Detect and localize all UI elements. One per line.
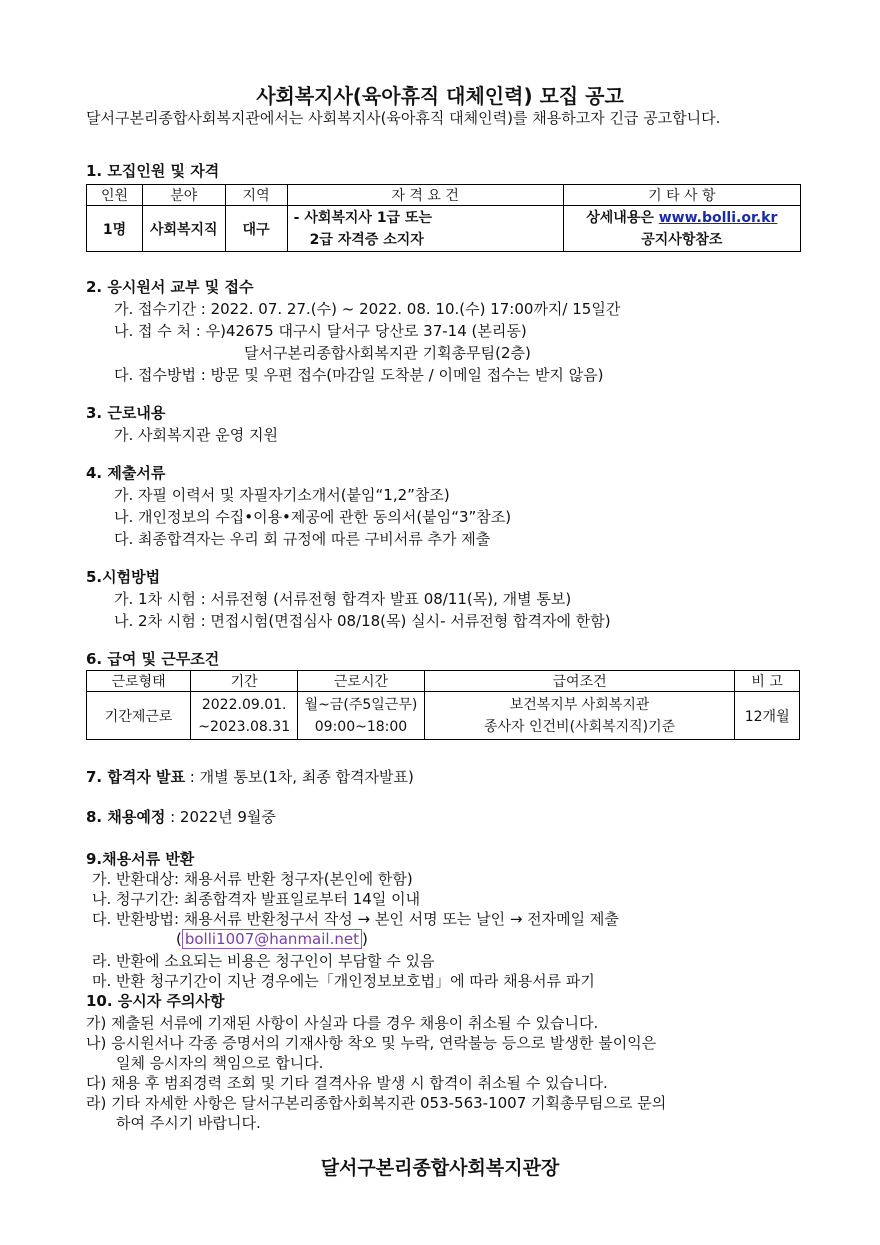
- section-2-line-4: 다. 접수방법 : 방문 및 우편 접수(마감일 도착분 / 이메일 접수는 받지 않음): [114, 366, 604, 384]
- email-close-paren: ): [361, 930, 368, 948]
- section-5-heading: 5.시험방법: [86, 568, 161, 586]
- section-10-line-4: 다) 채용 후 범죄경력 조회 및 기타 결격사유 발생 시 합격이 취소될 수 있습니다.: [86, 1074, 608, 1092]
- section-8: [86, 806, 276, 827]
- etc-line-2: 공지사항참조: [641, 231, 723, 248]
- period-cell: [191, 692, 298, 740]
- section-9-line-6: 마. 반환 청구기간이 지난 경우에는「개인정보보호법」에 따라 채용서류 파기: [92, 972, 595, 990]
- section-10-line-6: 하여 주시기 바랍니다.: [116, 1114, 261, 1132]
- website-link[interactable]: www.bolli.or.kr: [658, 209, 778, 226]
- pay-line-1: 보건복지부 사회복지관: [509, 696, 650, 713]
- section-2-line-3: 달서구본리종합사회복지관 기획총무팀(2층): [244, 344, 531, 362]
- section-4-line-1: 가. 자필 이력서 및 자필자기소개서(붙임“1,2”참조): [114, 486, 450, 504]
- section-5-line-1: 가. 1차 시험 : 서류전형 (서류전형 합격자 발표 08/11(목), 개별 통보): [114, 590, 572, 608]
- qualification-table: [86, 184, 801, 252]
- section-7: [86, 766, 414, 787]
- section-10-heading: 10. 응시자 주의사항: [86, 992, 225, 1010]
- section-10-line-1: 가) 제출된 서류에 기재된 사항이 사실과 다를 경우 채용이 취소될 수 있습니다.: [86, 1014, 599, 1032]
- section-5-line-2: 나. 2차 시험 : 면접시험(면접심사 08/18(목) 실시- 서류전형 합격자에 한함): [114, 612, 611, 630]
- col-header-field: 분야: [143, 185, 226, 206]
- hours-days: 월~금(주5일근무): [304, 696, 418, 713]
- signature-footer: 달서구본리종합사회복지관장: [320, 1157, 560, 1179]
- col-header-note: 비 고: [735, 671, 800, 692]
- section-8-text: : 2022년 9월중: [165, 808, 276, 826]
- section-8-label: 8. 채용예정: [86, 808, 166, 826]
- pay-line-2: 종사자 인건비(사회복지직)기준: [483, 718, 676, 735]
- col-header-pay: 급여조건: [424, 671, 735, 692]
- intro-text: 달서구본리종합사회복지관에서는 사회복지사(육아휴직 대체인력)를 채용하고자 긴급 공고합니다.: [86, 109, 721, 127]
- section-3-heading: 3. 근로내용: [86, 404, 166, 422]
- col-header-period: 기간: [191, 671, 298, 692]
- section-10-line-3: 일체 응시자의 책임으로 합니다.: [116, 1054, 324, 1072]
- section-10-line-2: 나) 응시원서나 각종 증명서의 기재사항 착오 및 누락, 연락불능 등으로 발생한 불이익은: [86, 1034, 657, 1052]
- period-start: 2022.09.01.: [201, 696, 287, 713]
- hours-time: 09:00~18:00: [314, 718, 408, 735]
- section-2-heading: 2. 응시원서 교부 및 접수: [86, 278, 254, 296]
- section-9-line-5: 라. 반환에 소요되는 비용은 청구인이 부담할 수 있음: [92, 952, 435, 970]
- requirement-line-2: 2급 자격증 소지자: [309, 231, 424, 248]
- section-7-text: : 개별 통보(1차, 최종 합격자발표): [185, 768, 414, 786]
- section-2-line-2: 나. 접 수 처 : 우)42675 대구시 달서구 당산로 37-14 (본리동): [114, 322, 527, 340]
- requirement-line-1: - 사회복지사 1급 또는: [293, 209, 433, 226]
- email-link[interactable]: bolli1007@hanmail.net: [182, 929, 362, 949]
- section-4-heading: 4. 제출서류: [86, 464, 166, 482]
- section-9-heading: 9.채용서류 반환: [86, 850, 195, 868]
- section-4-line-2: 나. 개인정보의 수집•이용•제공에 관한 동의서(붙임“3”참조): [114, 508, 512, 526]
- email-open-paren: (: [176, 930, 182, 948]
- note-cell: 12개월: [735, 692, 800, 740]
- section-4-line-3: 다. 최종합격자는 우리 회 규정에 따른 구비서류 추가 제출: [114, 530, 491, 548]
- count-cell: 1명: [87, 206, 143, 252]
- col-header-work-type: 근로형태: [87, 671, 191, 692]
- field-cell: 사회복지직: [143, 206, 226, 252]
- requirements-cell: [287, 206, 563, 252]
- work-type-cell: 기간제근로: [87, 692, 191, 740]
- col-header-requirements: 자 격 요 건: [287, 185, 563, 206]
- section-2-line-1: 가. 접수기간 : 2022. 07. 27.(수) ~ 2022. 08. 10.(수) 17:00까지/ 15일간: [114, 300, 621, 318]
- col-header-hours: 근로시간: [298, 671, 425, 692]
- section-9-line-1: 가. 반환대상: 채용서류 반환 청구자(본인에 한함): [92, 870, 413, 888]
- region-cell: 대구: [225, 206, 287, 252]
- section-10-line-5: 라) 기타 자세한 사항은 달서구본리종합사회복지관 053-563-1007 기획총무팀으로 문의: [86, 1094, 667, 1112]
- etc-prefix: 상세내용은: [586, 209, 659, 226]
- section-9-line-3: 다. 반환방법: 채용서류 반환청구서 작성 → 본인 서명 또는 날인 → 전자메일 제출: [92, 910, 619, 928]
- pay-cell: [424, 692, 735, 740]
- col-header-region: 지역: [225, 185, 287, 206]
- col-header-count: 인원: [87, 185, 143, 206]
- section-6-heading: 6. 급여 및 근무조건: [86, 650, 220, 668]
- section-7-label: 7. 합격자 발표: [86, 768, 186, 786]
- period-end: ~2023.08.31: [198, 718, 291, 735]
- section-9-line-2: 나. 청구기간: 최종합격자 발표일로부터 14일 이내: [92, 890, 421, 908]
- etc-cell: [563, 206, 800, 252]
- work-conditions-table: [86, 670, 800, 740]
- section-9-line-4: [176, 930, 368, 948]
- hours-cell: [298, 692, 425, 740]
- page-title: 사회복지사(육아휴직 대체인력) 모집 공고: [256, 84, 624, 108]
- col-header-etc: 기 타 사 항: [563, 185, 800, 206]
- section-1-heading: 1. 모집인원 및 자격: [86, 162, 220, 180]
- section-3-line-1: 가. 사회복지관 운영 지원: [114, 426, 278, 444]
